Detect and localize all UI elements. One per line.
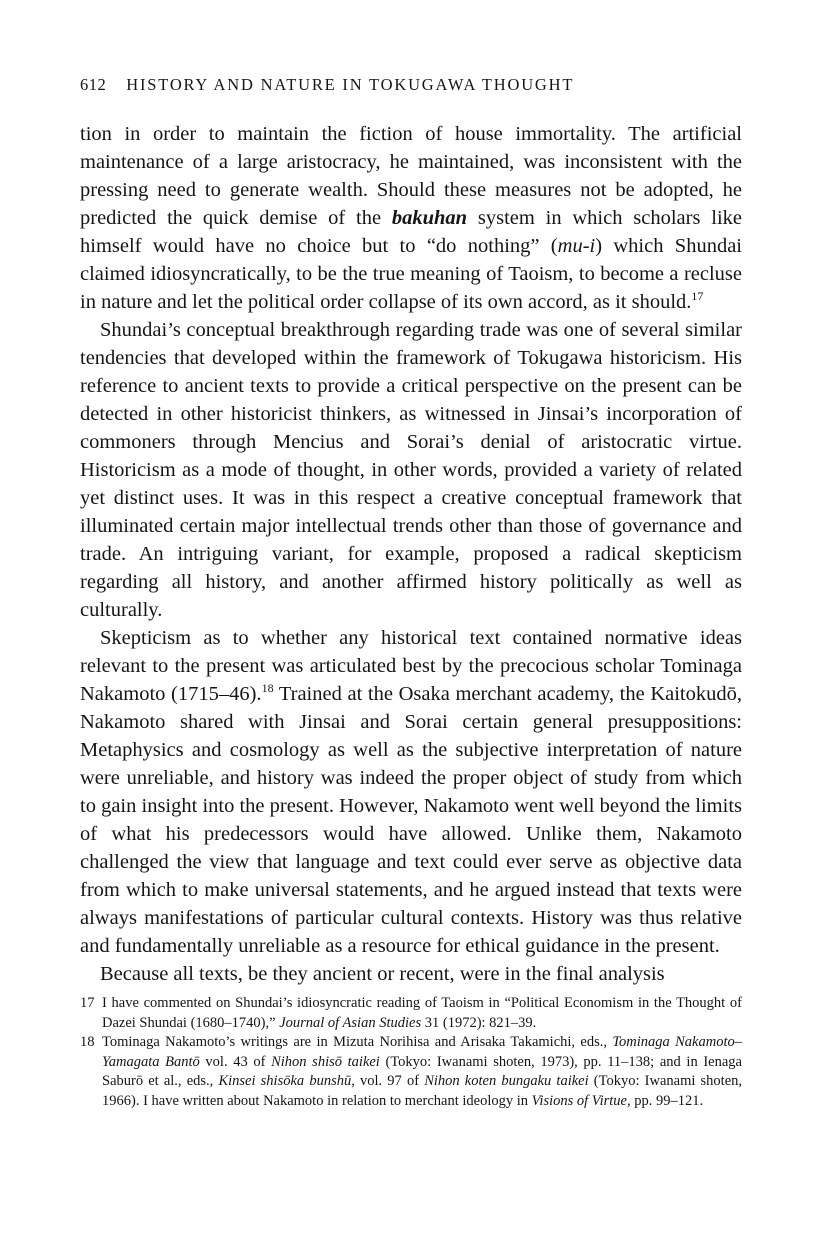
- italic-title: Journal of Asian Studies: [279, 1014, 422, 1031]
- paragraph-4: Because all texts, be they ancient or recent, were in the final analysis: [100, 963, 665, 985]
- italic-title: Nihon koten bungaku taikei: [424, 1073, 589, 1089]
- footnote-text: I have commented on Shundai’s idiosyncratic reading of Taoism in “Political Economism in the Thought of Dazei Shundai (1680–1740),”: [102, 995, 742, 1031]
- italic-title: Tominaga Nakamoto–Yamagata Bantō: [102, 1034, 742, 1070]
- footnote-text: (Tokyo: Iwanami shoten, 1966). I have written about Nakamoto in relation to merchant ideology in: [102, 1073, 743, 1109]
- page-number: 612: [80, 75, 107, 94]
- footnote-text: , pp. 99–121.: [626, 1092, 704, 1109]
- footnote-text: , vol. 97 of: [351, 1073, 425, 1089]
- italic-title: Visions of Virtue: [531, 1092, 627, 1109]
- paragraph-text: tion in order to maintain the fiction of house immortality. The artificial maintenance of a large aristocracy, he maintained, was inconsistent with the pressing need to generate wealth. Should these measures not be adopted, he predicted the quick demise of the: [80, 123, 742, 229]
- paragraph-text: ) which Shundai claimed idiosyncratically, to be the true meaning of Taoism, to become a recluse in nature and let the political order collapse of its own accord, as it should.: [80, 235, 742, 313]
- footnote-text: 31 (1972): 821–39.: [421, 1014, 537, 1031]
- paragraph-text: system in which scholars like himself would have no choice but to “do nothing” (: [80, 207, 742, 257]
- paragraph-3: [80, 624, 742, 960]
- running-title: HISTORY AND NATURE IN TOKUGAWA THOUGHT: [126, 75, 575, 94]
- footnote-18: [80, 1033, 742, 1111]
- footnote-17: [80, 994, 742, 1033]
- footnote-number: 17: [80, 995, 95, 1011]
- footnote-ref-17[interactable]: 17: [691, 289, 704, 304]
- italic-term: bakuhan: [391, 207, 468, 229]
- footnote-text: Tominaga Nakamoto’s writings are in Mizuta Norihisa and Arisaka Takamichi, eds.,: [102, 1034, 613, 1050]
- footnotes: [80, 994, 742, 1111]
- paragraph-2: Shundai’s conceptual breakthrough regarding trade was one of several similar tendencies that developed within the framework of Tokugawa historicism. His reference to ancient texts to provide a critical perspective on the present can be detected in other historicist thinkers, as witnessed in Jinsai’s incorporation of commoners through Mencius and Sorai’s denial of aristocratic virtue. Historicism as a mode of thought, in other words, provided a variety of related yet distinct uses. It was in this respect a creative conceptual framework that illuminated certain major intellectual trends other than those of governance and trade. An intriguing variant, for example, proposed a radical skepticism regarding all history, and another affirmed history politically as well as culturally.: [80, 319, 742, 621]
- paragraph-text: Skepticism as to whether any historical text contained normative ideas relevant to the present was articulated best by the precocious scholar Tominaga Nakamoto (1715–46).: [80, 627, 742, 705]
- running-head: [80, 70, 742, 100]
- footnote-text: vol. 43 of: [199, 1053, 272, 1070]
- footnote-number: 18: [80, 1034, 95, 1050]
- footnote-text: (Tokyo: Iwanami shoten, 1973), pp. 11–138; and in Ienaga Saburō et al., eds.,: [102, 1053, 742, 1089]
- paragraph-1: [80, 120, 742, 316]
- italic-title: Nihon shisō taikei: [271, 1053, 380, 1070]
- italic-term: mu-i: [557, 235, 596, 257]
- footnote-ref-18[interactable]: 18: [261, 681, 274, 696]
- book-page: [80, 70, 742, 1111]
- paragraph-text: Trained at the Osaka merchant academy, the Kaitokudō, Nakamoto shared with Jinsai and Sorai certain general presuppositions: Metaphysics and cosmology as well as the subjective interpretation of nature were unreliable, and history was indeed the proper object of study from which to gain insight into the present. However, Nakamoto went well beyond the limits of what his predecessors would have allowed. Unlike them, Nakamoto challenged the view that language and text could ever serve as objective data from which to make universal statements, and he argued instead that texts were always manifestations of particular cultural contexts. History was thus relative and fundamentally unreliable as a resource for ethical guidance in the present.: [80, 683, 742, 957]
- italic-title: Kinsei shisōka bunshū: [218, 1073, 352, 1089]
